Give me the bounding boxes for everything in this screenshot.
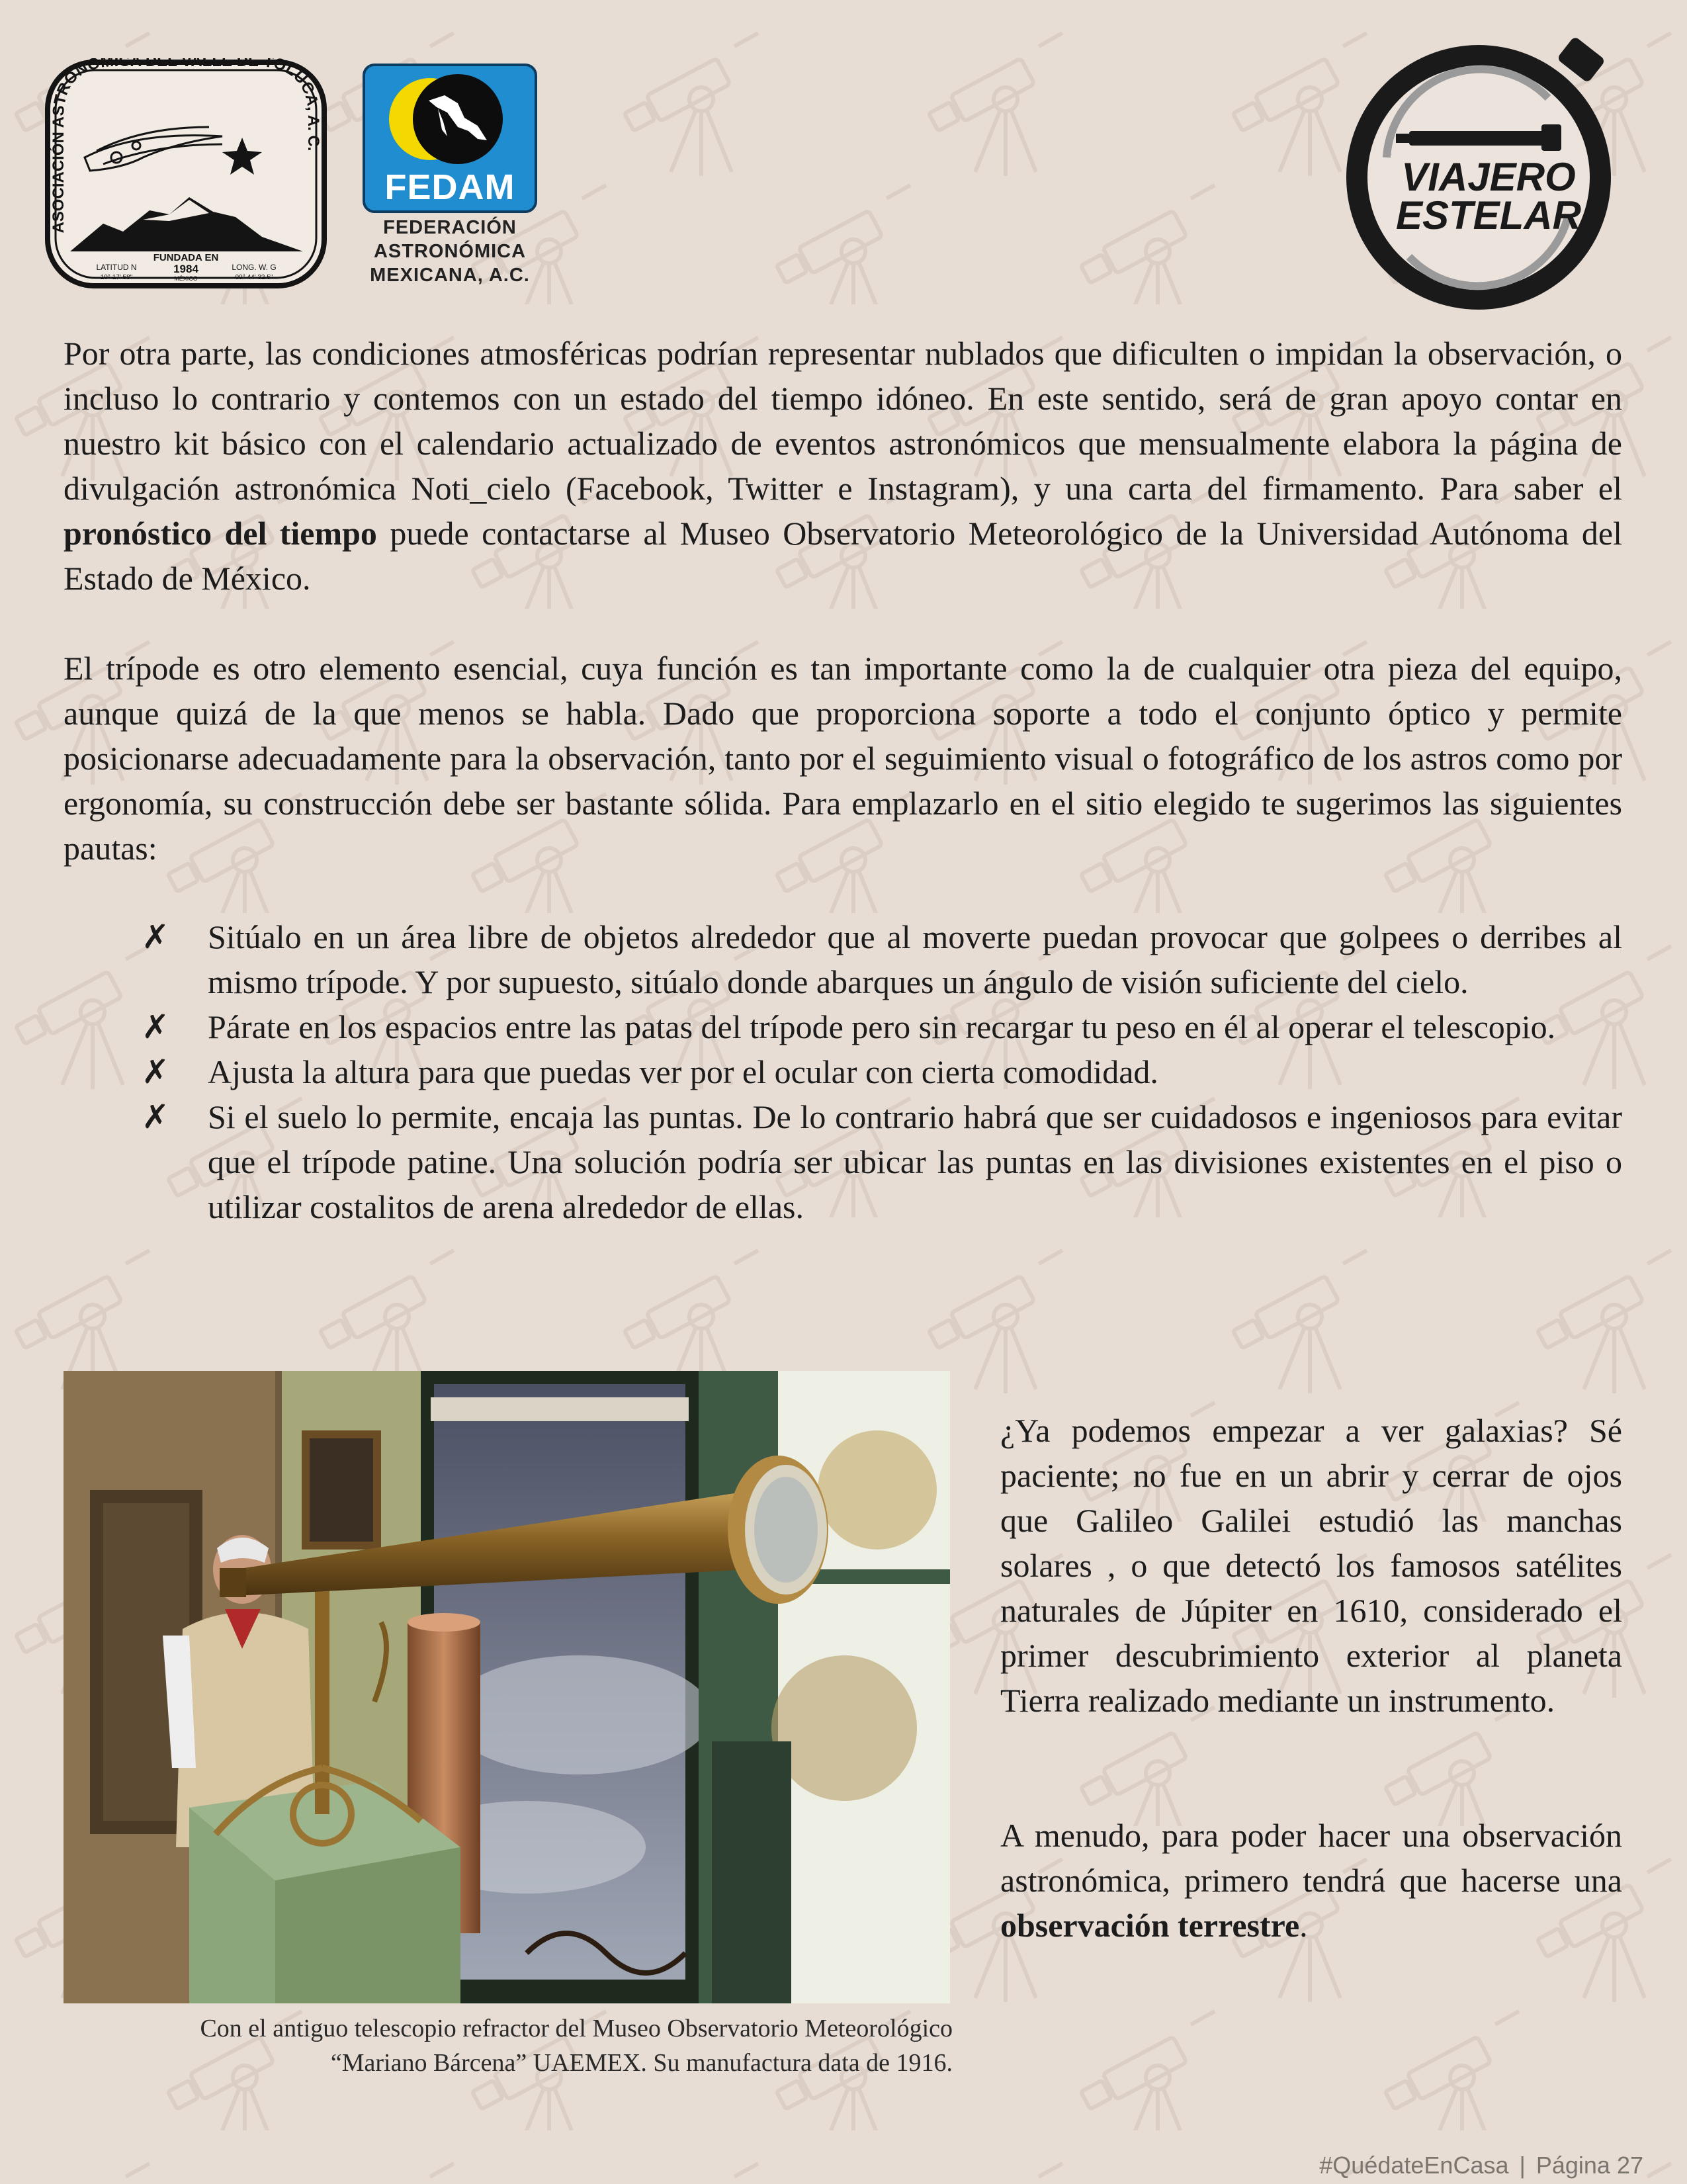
x-mark-icon: ✗	[142, 1053, 169, 1091]
svg-text:LATITUD N: LATITUD N	[96, 263, 137, 272]
svg-text:1984: 1984	[173, 263, 198, 275]
list-item-text: Párate en los espacios entre las patas del trípode pero sin recargar tu peso en él al operar el telescopio.	[208, 1008, 1556, 1045]
paragraph-galileo: ¿Ya podemos empezar a ver galaxias? Sé paciente; no fue en un abrir y cerrar de ojos que Galileo Galilei estudió las manchas solares , o que detectó los famosos satélites naturales de Júpiter en 1610, considerado el primer descubrimiento exterior al planeta Tierra realizado mediante un instrumento.	[1000, 1412, 1622, 1719]
paragraph-text: .	[1299, 1907, 1308, 1944]
tripod-guidelines-list	[142, 914, 1622, 1229]
list-item-text: Ajusta la altura para que puedas ver por el ocular con cierta comodidad.	[208, 1053, 1158, 1090]
svg-text:MÉXICO: MÉXICO	[174, 275, 198, 282]
bold-phrase-weather-forecast: pronóstico del tiempo	[64, 515, 377, 552]
list-item	[142, 1004, 1622, 1049]
list-item	[142, 914, 1622, 1004]
svg-text:LONG. W. G: LONG. W. G	[232, 263, 277, 272]
page-footer	[1319, 2152, 1643, 2179]
fedam-caption	[349, 216, 550, 287]
x-mark-icon: ✗	[142, 1098, 169, 1136]
fedam-acronym: FEDAM	[384, 167, 515, 207]
photo-caption-line: “Mariano Bárcena” UAEMEX. Su manufactura data de 1916.	[330, 2049, 953, 2077]
list-item-text: Sitúalo en un área libre de objetos alrededor que al moverte puedan provocar que golpees o derribes al mismo trípode. Y por supuesto, sitúalo donde abarques un ángulo de visión suficiente del cielo.	[208, 918, 1622, 1000]
paragraph-terrestrial-observation	[1000, 1813, 1622, 1948]
fedam-logo	[363, 64, 537, 288]
paragraph-weather	[64, 331, 1622, 601]
fedam-caption-line: MEXICANA, A.C.	[370, 265, 530, 286]
telescope-museum-photo	[64, 1371, 950, 2003]
paragraph-text: puede contactarse al Museo Observatorio Meteorológico de la Universidad Autónoma del Estado de México.	[64, 515, 1622, 597]
avt-ring-text: ASOCIACIÓN ASTRONÓMICA DEL VALLE DE TOLUCA, A. C.	[49, 58, 322, 234]
fedam-caption-line: FEDERACIÓN	[383, 217, 517, 238]
svg-text:19° 17' 58": 19° 17' 58"	[100, 274, 133, 281]
x-mark-icon: ✗	[142, 1008, 169, 1046]
photo-caption-line: Con el antiguo telescopio refractor del Museo Observatorio Meteorológico	[200, 2015, 953, 2042]
fedam-emblem-icon	[365, 66, 535, 165]
fedam-caption-line: ASTRONÓMICA	[373, 241, 527, 262]
list-item	[142, 1049, 1622, 1094]
svg-text:ESTELAR: ESTELAR	[1395, 193, 1582, 238]
avt-association-logo	[44, 58, 328, 290]
paragraph-tripod: El trípode es otro elemento esencial, cuya función es tan importante como la de cualquier otra pieza del equipo, aunque quizá de la que menos se habla. Dado que proporciona soporte a todo el conjunto óptico y permite posicionarse adecuadamente para la observación, tanto por el seguimiento visual o fotográfico de los astros como por ergonomía, su construcción debe ser bastante sólida. Para emplazarlo en el sitio elegido te sugerimos las siguientes pautas:	[64, 650, 1622, 867]
svg-text:VIAJERO: VIAJERO	[1401, 155, 1576, 199]
svg-text:99° 44' 32.5": 99° 44' 32.5"	[235, 274, 273, 281]
paragraph-text: A menudo, para poder hacer una observación astronómica, primero tendrá que hacerse una	[1000, 1817, 1622, 1899]
bold-phrase-terrestrial-observation: observación terrestre	[1000, 1907, 1300, 1944]
x-mark-icon: ✗	[142, 918, 169, 956]
page-number: Página 27	[1536, 2152, 1643, 2179]
fedam-logo-box	[363, 64, 537, 213]
paragraph-text: Por otra parte, las condiciones atmosféricas podrían representar nublados que dificulten o impidan la observación, o incluso lo contrario y contemos con un estado del tiempo idóneo. En este sentido, será de gran apoyo contar en nuestro kit básico con el calendario actualizado de eventos astronómicos que mensualmente elabora la página de divulgación astronómica Noti_cielo (Facebook, Twitter e Instagram), y una carta del firmamento. Para saber el	[64, 335, 1622, 507]
svg-text:FUNDADA EN: FUNDADA EN	[153, 252, 219, 263]
photo-caption	[64, 2011, 953, 2080]
footer-hashtag: #QuédateEnCasa	[1319, 2152, 1509, 2179]
footer-separator: |	[1519, 2152, 1526, 2179]
list-item	[142, 1094, 1622, 1229]
list-item-text: Si el suelo lo permite, encaja las puntas. De lo contrario habrá que ser cuidadosos e ingeniosos para evitar que el trípode patine. Una solución podría ser ubicar las puntas en las divisiones existentes en el piso o utilizar costalitos de arena alrededor de ellas.	[208, 1098, 1622, 1225]
viajero-estelar-logo	[1330, 19, 1627, 316]
